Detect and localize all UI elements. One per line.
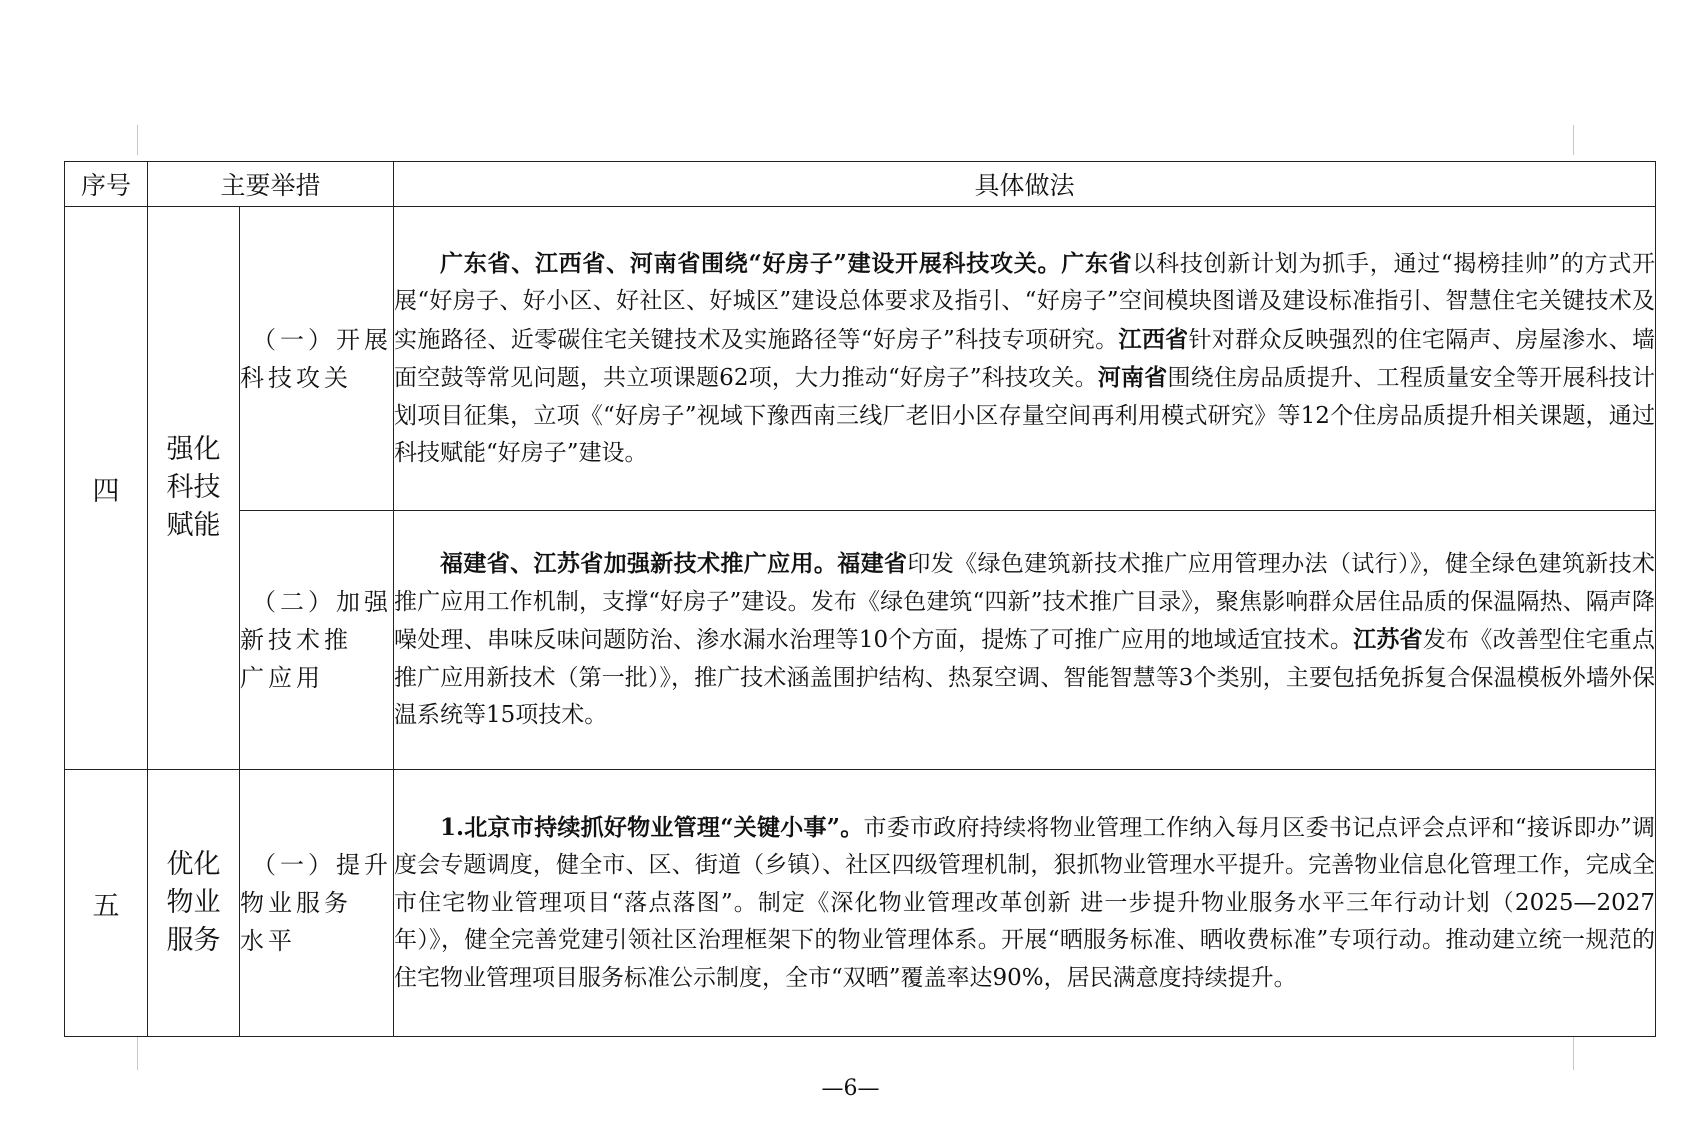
table-header-row [65, 162, 1656, 207]
crop-mark [137, 125, 138, 155]
lead-sentence: 1.北京市持续抓好物业管理“关键小事”。 [440, 813, 864, 841]
page-number: —6— [821, 1076, 880, 1101]
province-name: 福建省 [837, 550, 908, 578]
header-method: 具体做法 [394, 162, 1656, 207]
province-name: 河南省 [1097, 364, 1168, 391]
category-line: 强化 [166, 434, 221, 465]
method-paragraph: 1.北京市持续抓好物业管理“关键小事”。市委市政府持续将物业管理工作纳入每月区委书记点评会点评和“接诉即办”调度会专题调度，健全市、区、街道（乡镇）、社区四级管理机制，狠抓物业管理水平提升。完善物业信息化管理工作，完成全市住宅物业管理项目“落点落图”。制定《深化物业管理改革创新 进一步提升物业服务水平三年行动计划（2025—2027年）》，健全完善党建引领社区治理框架下的物业管理体系。开展“晒服务标准、晒收费标准”专项行动。推动建立统一规范的住宅物业管理项目服务标准公示制度，全市“双晒”覆盖率达90%，居民满意度持续提升。 [394, 813, 1656, 991]
category-line: 科技 [166, 472, 221, 503]
sub-measure-line: 新技术推 [240, 626, 352, 654]
category-line: 服务 [166, 925, 221, 956]
crop-mark [1573, 125, 1574, 155]
sub-measure-line: 科技攻关 [240, 363, 352, 392]
sub-measure-line: （一）提升 [252, 851, 392, 879]
lead-sentence: 广东省、江西省、河南省围绕“好房子”建设开展科技攻关。 [440, 249, 1062, 277]
crop-mark [137, 1036, 138, 1070]
method-text [394, 511, 1656, 770]
province-name: 江苏省 [1353, 626, 1423, 654]
table-row [65, 207, 1656, 511]
sub-measure-line: 广应用 [240, 664, 324, 692]
sub-measure-line: （二）加强 [252, 588, 392, 616]
header-seq: 序号 [65, 162, 148, 207]
measures-table [64, 161, 1656, 1037]
sub-measure-line: 水平 [240, 927, 296, 955]
sub-measure-line: （一）开展 [252, 325, 392, 354]
province-name: 江西省 [1118, 325, 1189, 353]
method-paragraph: 福建省、江苏省加强新技术推广应用。福建省印发《绿色建筑新技术推广应用管理办法（试行）》，健全绿色建筑新技术推广应用工作机制，支撑“好房子”建设。发布《绿色建筑“四新”技术推广目录》，聚焦影响群众居住品质的保温隔热、隔声降噪处理、串味反味问题防治、渗水漏水治理等10个方面，提炼了可推广应用的地域适宜技术。江苏省发布《改善型住宅重点推广应用新技术（第一批）》，推广技术涵盖围护结构、热泵空调、智能智慧等3个类别，主要包括免拆复合保温模板外墙外保温系统等15项技术。 [394, 550, 1656, 729]
sub-measure [240, 511, 394, 770]
category-line: 赋能 [166, 510, 221, 541]
category-line: 优化 [166, 849, 221, 880]
table-row [65, 770, 1656, 1037]
sub-measure [240, 207, 394, 511]
province-name: 广东省 [1061, 249, 1133, 277]
table-row [65, 511, 1656, 770]
category-line: 物业 [166, 887, 221, 918]
section-seq: 四 [65, 207, 148, 770]
section-category [148, 207, 240, 770]
sub-measure-line: 物业服务 [240, 889, 352, 917]
sub-measure [240, 770, 394, 1037]
section-category [148, 770, 240, 1037]
section-seq: 五 [65, 770, 148, 1037]
method-paragraph: 广东省、江西省、河南省围绕“好房子”建设开展科技攻关。广东省以科技创新计划为抓手，通过“揭榜挂帅”的方式开展“好房子、好小区、好社区、好城区”建设总体要求及指引、“好房子”空间模块图谱及建设标准指引、智慧住宅关键技术及实施路径、近零碳住宅关键技术及实施路径等“好房子”科技专项研究。江西省针对群众反映强烈的住宅隔声、房屋渗水、墙面空鼓等常见问题，共立项课题62项，大力推动“好房子”科技攻关。河南省围绕住房品质提升、工程质量安全等开展科技计划项目征集，立项《“好房子”视域下豫西南三线厂老旧小区存量空间再利用模式研究》等12个住房品质提升相关课题，通过科技赋能“好房子”建设。 [394, 249, 1656, 466]
method-text [394, 770, 1656, 1037]
crop-mark [1573, 1036, 1574, 1070]
method-text [394, 207, 1656, 511]
lead-sentence: 福建省、江苏省加强新技术推广应用。 [440, 550, 838, 578]
header-measure: 主要举措 [148, 162, 394, 207]
